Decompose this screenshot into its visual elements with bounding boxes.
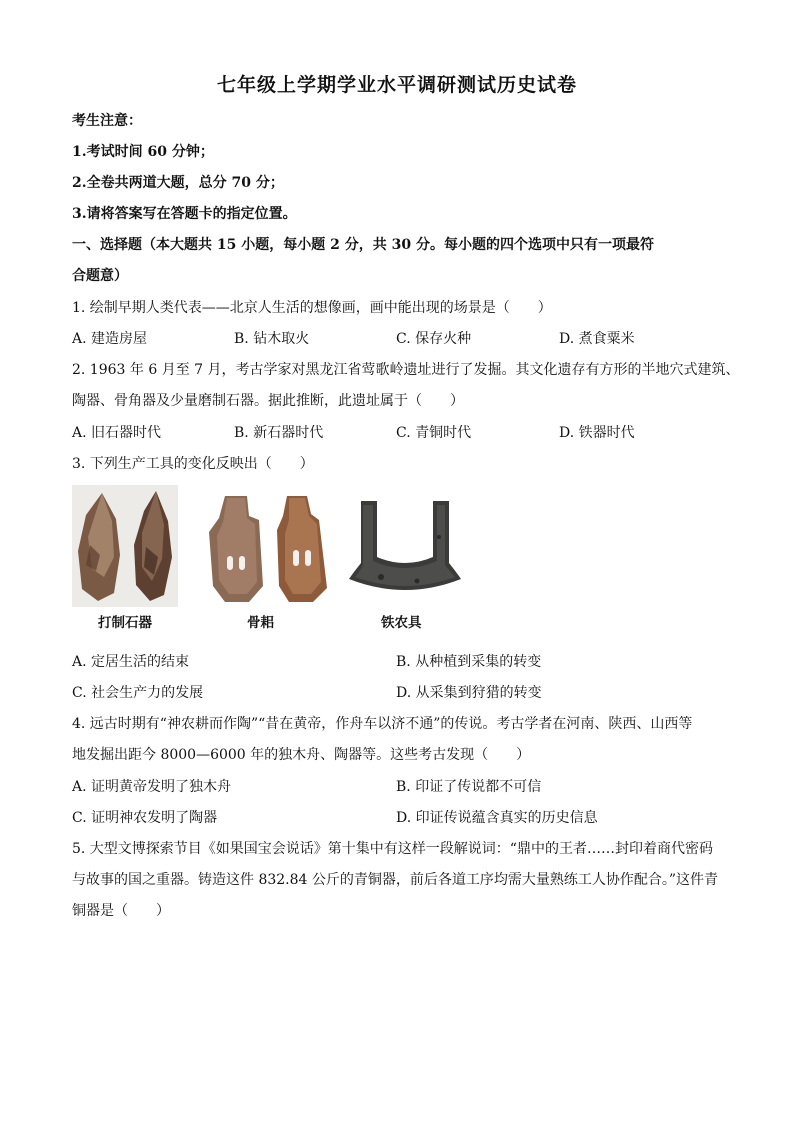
- question-3-option-c: C. 社会生产力的发展: [72, 685, 204, 701]
- question-4-stem-line2: 地发掘出距今 8000—6000 年的独木舟、陶器等。这些考古发现（ ）: [72, 747, 531, 763]
- question-1-stem: 1. 绘制早期人类代表——北京人生活的想像画，画中能出现的场景是（ ）: [72, 300, 552, 316]
- question-5-stem-line3: 铜器是（ ）: [72, 903, 170, 919]
- question-1-option-b: B. 钻木取火: [234, 331, 310, 347]
- question-2-option-a: A. 旧石器时代: [72, 425, 162, 441]
- question-4-option-c: C. 证明神农发明了陶器: [72, 810, 218, 826]
- section-heading-line2: 合题意）: [72, 268, 128, 284]
- section-heading-line1: 一、选择题（本大题共 15 小题，每小题 2 分，共 30 分。每小题的四个选项中只有一项最符: [72, 237, 654, 253]
- question-4-stem-line1: 4. 远古时期有“神农耕而作陶”“昔在黄帝，作舟车以济不通”的传说。考古学者在河南、陕西、山西等: [72, 716, 693, 732]
- notice-item-2: 2.全卷共两道大题，总分 70 分；: [72, 175, 284, 191]
- question-1-option-d: D. 煮食粟米: [559, 331, 635, 347]
- question-2-option-b: B. 新石器时代: [234, 425, 324, 441]
- question-3-stem: 3. 下列生产工具的变化反映出（ ）: [72, 456, 314, 472]
- figure-caption-chipped-stone: 打制石器: [98, 615, 152, 631]
- figure-caption-iron-tool: 铁农具: [381, 615, 422, 631]
- iron-farm-tool-image: [347, 497, 463, 597]
- question-2-option-c: C. 青铜时代: [396, 425, 472, 441]
- question-4-option-d: D. 印证传说蕴含真实的历史信息: [396, 810, 598, 826]
- notice-item-1: 1.考试时间 60 分钟；: [72, 144, 214, 160]
- question-4-option-b: B. 印证了传说都不可信: [396, 779, 542, 795]
- question-1-option-c: C. 保存火种: [396, 331, 472, 347]
- question-1-option-a: A. 建造房屋: [72, 331, 148, 347]
- question-2-stem-line2: 陶器、骨角器及少量磨制石器。据此推断，此遗址属于（ ）: [72, 393, 464, 409]
- question-5-stem-line1: 5. 大型文博探索节目《如果国宝会说话》第十集中有这样一段解说词：“鼎中的王者……封印着商代密码: [72, 841, 713, 857]
- question-2-stem-line1: 2. 1963 年 6 月至 7 月，考古学家对黑龙江省莺歌岭遗址进行了发掘。其文化遗存有方形的半地穴式建筑、: [72, 362, 740, 378]
- question-5-stem-line2: 与故事的国之重器。铸造这件 832.84 公斤的青铜器，前后各道工序均需大量熟练工人协作配合。”这件青: [72, 872, 719, 888]
- notice-item-3: 3.请将答案写在答题卡的指定位置。: [72, 206, 297, 222]
- page-title: 七年级上学期学业水平调研测试历史试卷: [216, 74, 577, 96]
- question-3-option-a: A. 定居生活的结束: [72, 654, 190, 670]
- question-3-option-b: B. 从种植到采集的转变: [396, 654, 542, 670]
- chipped-stone-tools-image: [72, 485, 178, 607]
- question-4-option-a: A. 证明黄帝发明了独木舟: [72, 779, 232, 795]
- notice-heading: 考生注意：: [72, 113, 142, 129]
- bone-spade-image: [203, 490, 335, 605]
- question-3-option-d: D. 从采集到狩猎的转变: [396, 685, 542, 701]
- figure-caption-bone-spade: 骨耜: [247, 615, 274, 631]
- question-2-option-d: D. 铁器时代: [559, 425, 635, 441]
